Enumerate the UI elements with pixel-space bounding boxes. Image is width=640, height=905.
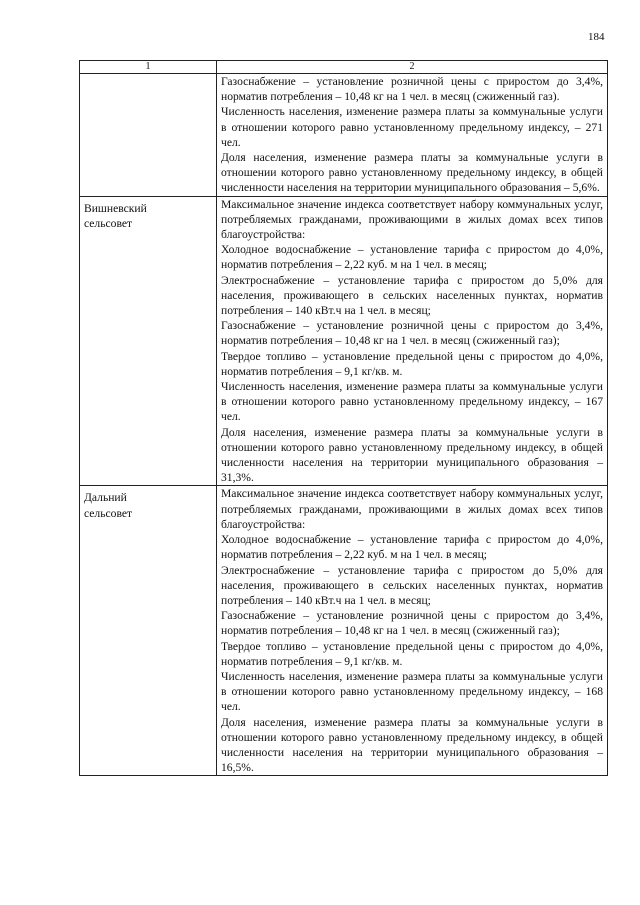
paragraph: Твердое топливо – установление предельной цены с приростом до 4,0%, норматив потребления – 9,1 кг/кв. м.: [221, 639, 603, 668]
table-row: [80, 196, 608, 486]
paragraph: Максимальное значение индекса соответствует набору коммунальных услуг, потребляемых гражданами, проживающими в жилых домах всех типов благоустройства:: [221, 197, 603, 242]
region-cell: [80, 486, 217, 776]
tariff-table: [79, 60, 608, 776]
paragraph: Доля населения, изменение размера платы за коммунальные услуги в отношении которого равно установленному предельному индексу, в общей численности населения на территории муниципального образования – 5,6%.: [221, 151, 603, 195]
paragraph: Доля населения, изменение размера платы за коммунальные услуги в отношении которого равно установленному предельному индексу, в общей численности населения на территории муниципального образования – 31,3%.: [221, 425, 603, 485]
indicator-cell: [217, 486, 608, 776]
table-row: [80, 486, 608, 776]
page-number: 184: [588, 31, 605, 43]
indicator-cell: [217, 74, 608, 197]
region-name-line: Вишневский: [84, 201, 147, 215]
region-cell: [80, 74, 217, 197]
region-cell: [80, 196, 217, 486]
paragraph: Численность населения, изменение размера платы за коммунальные услуги в отношении которого равно установленному предельному индексу, – 168 чел.: [221, 669, 603, 714]
paragraph: Доля населения, изменение размера платы за коммунальные услуги в отношении которого равно установленному предельному индексу, в общей численности населения на территории муниципального образования – 16,5%.: [221, 715, 603, 775]
table-row: [80, 74, 608, 197]
paragraph: Холодное водоснабжение – установление тарифа с приростом до 4,0%, норматив потребления – 2,22 куб. м на 1 чел. в месяц;: [221, 533, 603, 562]
indicator-cell: [217, 196, 608, 486]
column-header-1: 1: [80, 61, 217, 74]
paragraph: Максимальное значение индекса соответствует набору коммунальных услуг, потребляемых гражданами, проживающими в жилых домах всех типов благоустройства:: [221, 487, 603, 531]
paragraph: Холодное водоснабжение – установление тарифа с приростом до 4,0%, норматив потребления – 2,22 куб. м на 1 чел. в месяц;: [221, 243, 603, 272]
region-name-line: сельсовет: [84, 506, 133, 520]
paragraph: Численность населения, изменение размера платы за коммунальные услуги в отношении которого равно установленному предельному индексу, – 167 чел.: [221, 380, 603, 424]
paragraph: Твердое топливо – установление предельной цены с приростом до 4,0%, норматив потребления – 9,1 кг/кв. м.: [221, 349, 603, 378]
paragraph: Газоснабжение – установление розничной цены с приростом до 3,4%, норматив потребления – 10,48 кг на 1 чел. в месяц (сжиженный газ).: [221, 75, 603, 104]
paragraph: Численность населения, изменение размера платы за коммунальные услуги в отношении которого равно установленному предельному индексу, – 271 чел.: [221, 105, 603, 149]
table-header-row: [80, 61, 608, 74]
region-name-line: Дальний: [84, 491, 127, 505]
paragraph: Электроснабжение – установление тарифа с приростом до 5,0% для населения, проживающего в сельских населенных пунктах, норматив потребления – 140 кВт.ч на 1 чел. в месяц;: [221, 273, 603, 318]
paragraph: Электроснабжение – установление тарифа с приростом до 5,0% для населения, проживающего в сельских населенных пунктах, норматив потребления – 140 кВт.ч на 1 чел. в месяц;: [221, 563, 603, 607]
paragraph: Газоснабжение – установление розничной цены с приростом до 3,4%, норматив потребления – 10,48 кг на 1 чел. в месяц (сжиженный газ);: [221, 609, 603, 638]
paragraph: Газоснабжение – установление розничной цены с приростом до 3,4%, норматив потребления – 10,48 кг на 1 чел. в месяц (сжиженный газ);: [221, 319, 603, 348]
region-name-line: сельсовет: [84, 216, 133, 230]
column-header-2: 2: [217, 61, 608, 74]
